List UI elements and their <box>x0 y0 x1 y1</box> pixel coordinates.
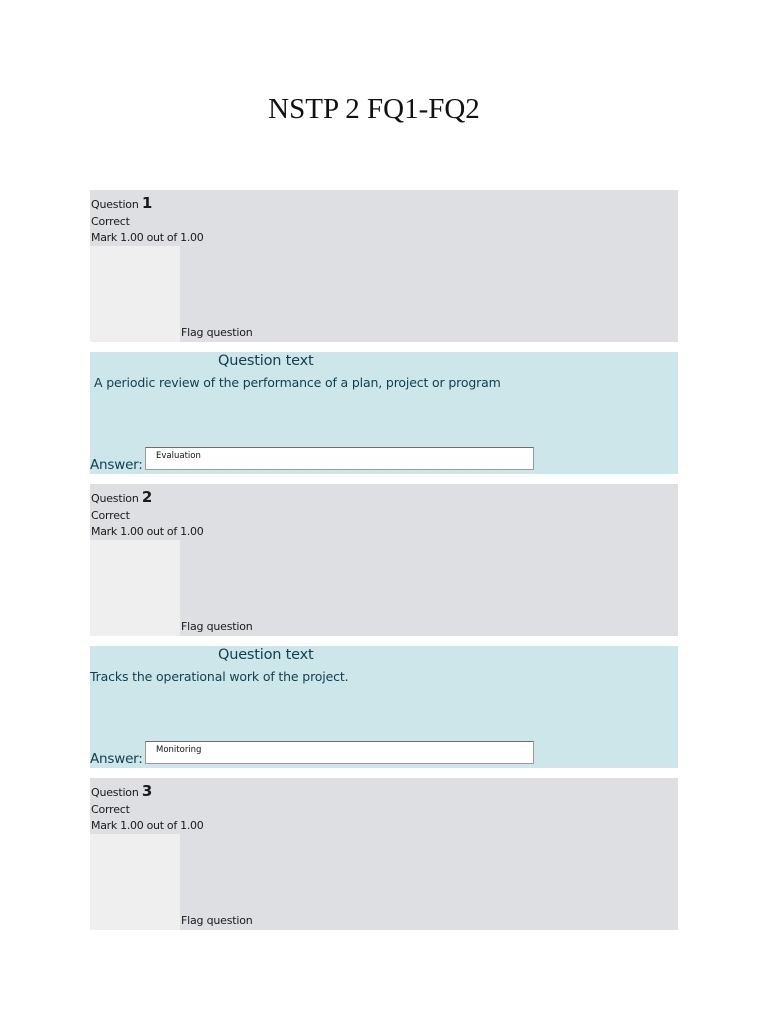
question-grade: Mark 1.00 out of 1.00 <box>91 525 204 538</box>
question-content-2 <box>90 646 678 768</box>
question-content-1 <box>90 352 678 474</box>
question-state: Correct <box>91 215 130 228</box>
question-label: Question <box>91 786 139 799</box>
flag-question-link[interactable]: Flag question <box>181 620 253 633</box>
question-number: 2 <box>141 488 153 506</box>
question-number: 3 <box>141 782 153 800</box>
question-grade: Mark 1.00 out of 1.00 <box>91 231 204 244</box>
question-info-3 <box>90 778 678 930</box>
answer-input[interactable]: Monitoring <box>145 741 534 764</box>
answer-label: Answer: <box>90 751 143 767</box>
flag-question-area[interactable] <box>90 246 180 342</box>
flag-question-link[interactable]: Flag question <box>181 914 253 927</box>
flag-question-area[interactable] <box>90 540 180 636</box>
document-title: NSTP 2 FQ1-FQ2 <box>268 93 480 125</box>
question-heading <box>91 488 152 506</box>
question-grade: Mark 1.00 out of 1.00 <box>91 819 204 832</box>
question-state: Correct <box>91 509 130 522</box>
question-info-1 <box>90 190 678 342</box>
question-heading <box>91 782 152 800</box>
answer-label: Answer: <box>90 457 143 473</box>
question-text-heading: Question text <box>218 647 314 663</box>
question-state: Correct <box>91 803 130 816</box>
question-label: Question <box>91 198 139 211</box>
question-number: 1 <box>141 194 153 212</box>
question-text-heading: Question text <box>218 353 314 369</box>
answer-input[interactable]: Evaluation <box>145 447 534 470</box>
question-label: Question <box>91 492 139 505</box>
question-heading <box>91 194 152 212</box>
flag-question-link[interactable]: Flag question <box>181 326 253 339</box>
question-text: Tracks the operational work of the project. <box>90 669 349 684</box>
question-text: A periodic review of the performance of a plan, project or program <box>94 375 501 390</box>
question-info-2 <box>90 484 678 636</box>
flag-question-area[interactable] <box>90 834 180 930</box>
